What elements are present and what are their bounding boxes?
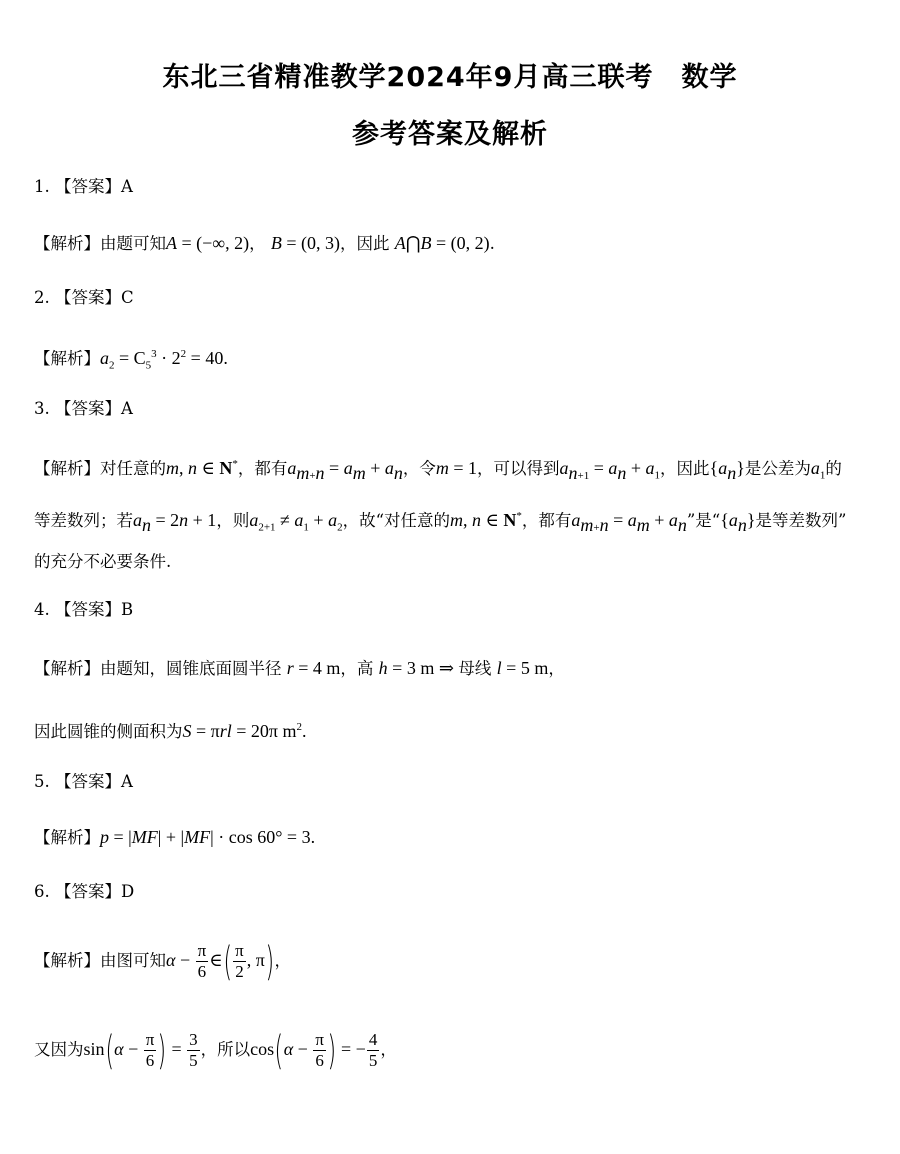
q4-explanation-line-1: 【解析】由题知，圆锥底面圆半径 r = 4 m，高 h = 3 m ⇒ 母线 l = 5 m， <box>34 658 565 678</box>
q3-explanation-line-1: 【解析】对任意的m, n ∈ N*，都有$a_{m+n} = a_m + a_n$，令m = 1，可以得到$a_{n+1} = a_n + a_1$，因此$\{a_n\}$是公差为$a_1$的 <box>34 458 842 483</box>
q6-answer: 6. 【答案】D <box>34 882 135 901</box>
q1-number: 1. <box>34 177 50 196</box>
q3-explanation-line-3: 的充分不必要条件. <box>34 552 172 571</box>
q1-explanation: 【解析】由题可知A = (−∞, 2)， B = (0, 3)，因此 A⋂B = (0, 2). <box>34 233 495 253</box>
q2-answer: 2. 【答案】C <box>34 288 134 307</box>
q1-intersection: A⋂B = (0, 2) <box>394 233 490 253</box>
q1-set-b: B = (0, 3) <box>270 233 341 253</box>
q6-explanation-line-1: 【解析】由图可知α − $\frac{\pi}{6}$ ∈( $\frac{\pi}{2}$ , π)， <box>34 938 291 985</box>
q1-tag: 【解析】 <box>34 234 100 253</box>
q5-answer: 5. 【答案】A <box>34 772 133 791</box>
q3-explanation-line-2: 等差数列；若$a_n = 2n + 1$，则$a_{2+1} \ne a_1 + a_2$，故“对任意的m, n ∈ N*，都有$a_{m+n} = a_m + a_n$”是“$\{a_n\}$是等差数列” <box>34 510 847 535</box>
title-line-1: 东北三省精准教学2024年9月高三联考 数学 <box>162 62 738 93</box>
title-line-2: 参考答案及解析 <box>352 119 548 150</box>
q5-explanation: 【解析】p = |MF| + |MF| · cos 60° = 3. <box>34 827 316 847</box>
q6-explanation-line-2: 又因为sin(α − $\frac{\pi}{6}$ ) = $\frac{3}{5}$ ，所以cos(α − $\frac{\pi}{6}$ ) = − $\frac{4}{5}$ ， <box>34 1027 397 1074</box>
q1-answer <box>34 176 874 198</box>
q5-formula: p = |MF| + |MF| · cos 60° = 3. <box>100 827 316 847</box>
q4-explanation-line-2: 因此圆锥的侧面积为S = πrl = 20π $m^2$. <box>34 721 307 741</box>
q1-set-a: A = (−∞, 2) <box>166 233 250 253</box>
q4-answer: 4. 【答案】B <box>34 600 134 619</box>
q3-answer: 3. 【答案】A <box>34 399 133 418</box>
q1-answer-text: 【答案】A <box>55 177 133 196</box>
q2-explanation: 【解析】$a_2 = C_5^3 \cdot 2^2 = 40$. <box>34 348 228 372</box>
q2-formula: $a_2 = C_5^3 \cdot 2^2 = 40$. <box>100 348 228 372</box>
